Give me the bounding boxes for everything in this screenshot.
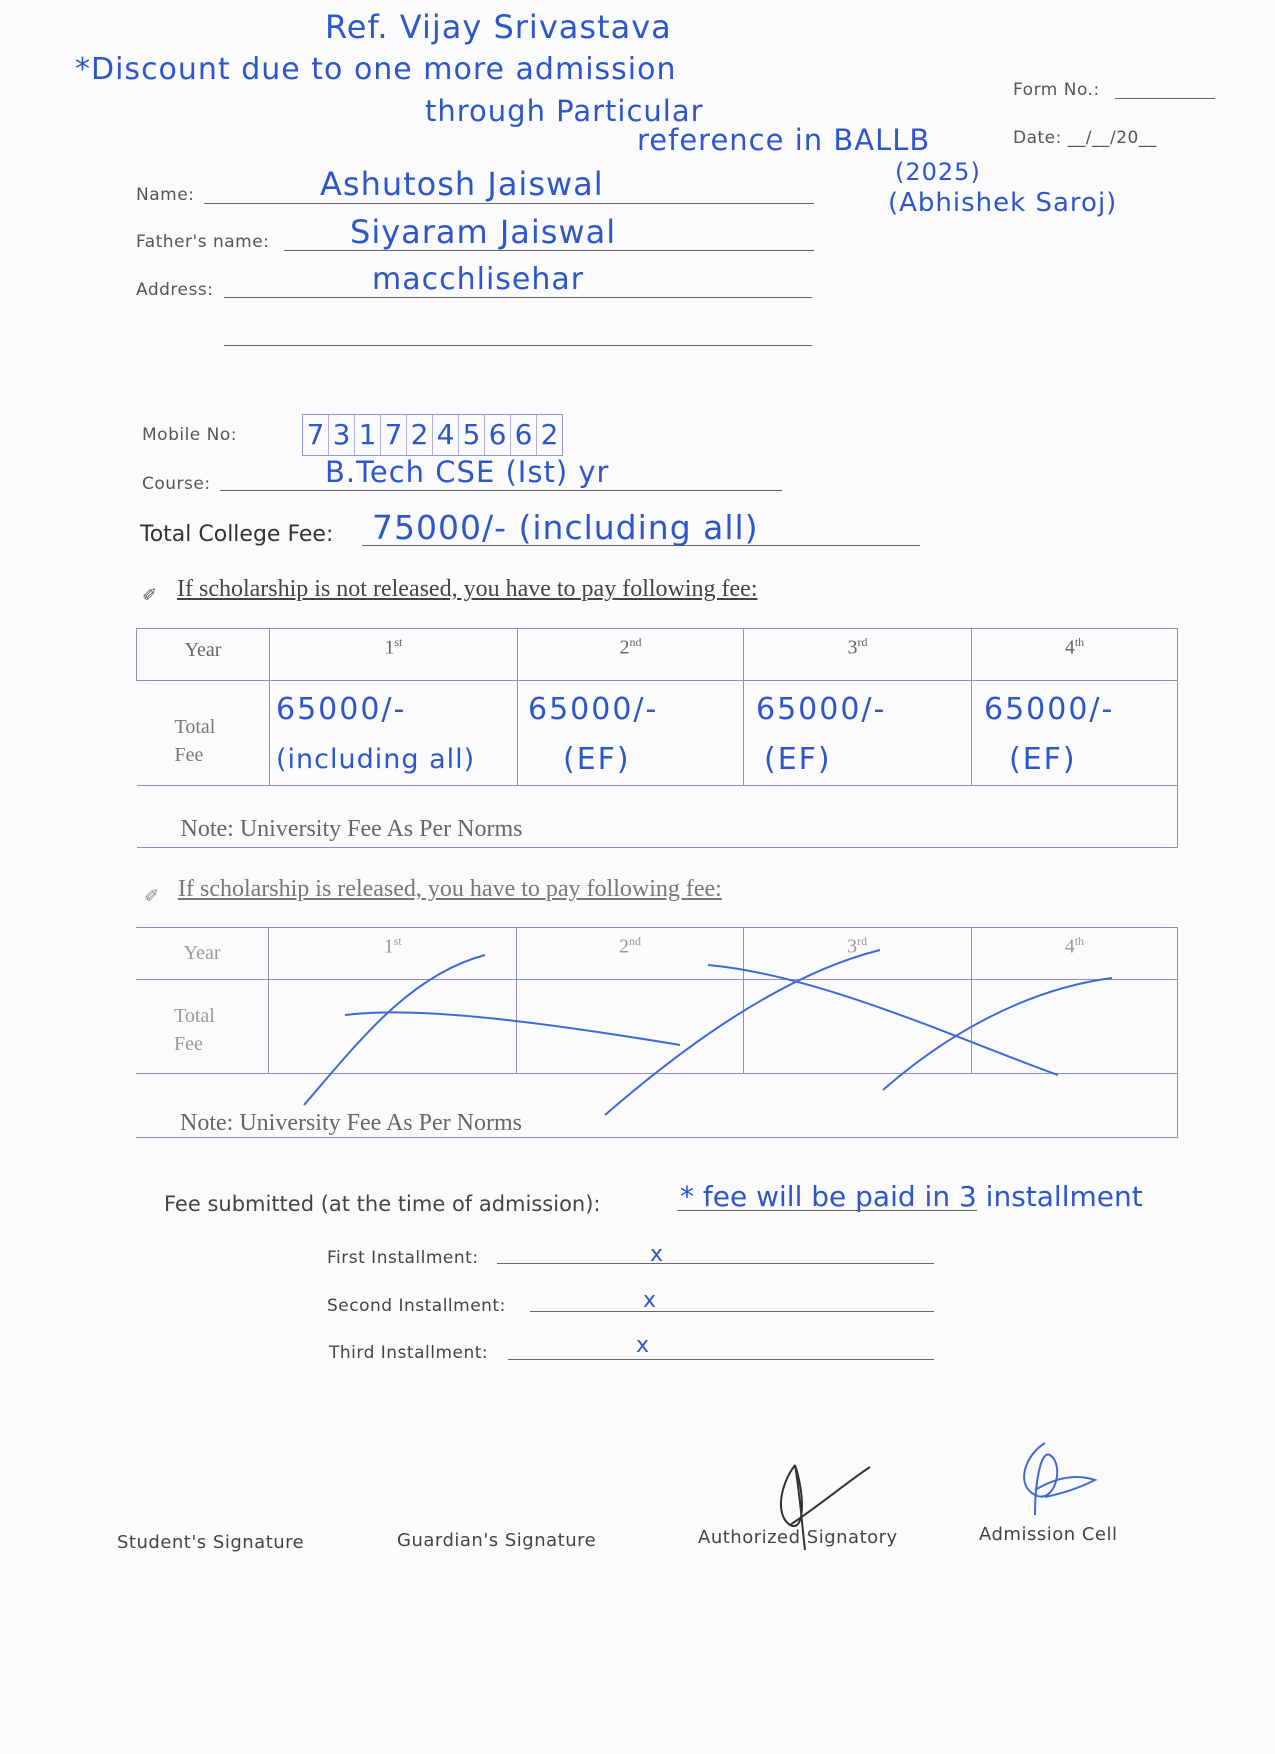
father-name-value: Siyaram Jaiswal: [350, 213, 617, 251]
total-label: Total: [174, 716, 216, 738]
course-value: B.Tech CSE (Ist) yr: [325, 455, 610, 489]
second-installment-mark: x: [643, 1288, 658, 1313]
strike-line: [708, 965, 1058, 1075]
fee-label: Fee: [174, 1033, 203, 1055]
mobile-digit: 7: [381, 415, 407, 455]
year-number: 1: [384, 636, 395, 659]
year-number: 2: [618, 935, 629, 958]
fee-submitted-line: [677, 1210, 977, 1211]
mobile-digit: 2: [407, 415, 433, 455]
address-label: Address:: [136, 280, 214, 300]
discount-note-line3: reference in BALLB: [637, 123, 931, 157]
strike-line: [345, 1012, 680, 1045]
date-label: Date: __/__/20__: [1013, 128, 1157, 148]
second-installment-label: Second Installment:: [327, 1296, 506, 1316]
father-name-label: Father's name:: [136, 232, 270, 252]
form-no-label: Form No.:: [1013, 80, 1100, 100]
total-label: Total: [174, 1005, 215, 1027]
first-installment-label: First Installment:: [327, 1248, 479, 1268]
second-installment-line: [530, 1311, 934, 1312]
first-installment-mark: x: [650, 1242, 665, 1267]
address-value: macchlisehar: [372, 262, 585, 297]
year-suffix: nd: [629, 635, 642, 649]
mobile-digit: 2: [540, 418, 559, 451]
section2-heading: If scholarship is released, you have to pay following fee:: [178, 876, 722, 902]
total-fee-value: 75000/- (including all): [372, 508, 759, 547]
mobile-digit: 1: [355, 415, 381, 455]
year-suffix: nd: [628, 934, 641, 948]
strike-line: [883, 978, 1112, 1090]
fee-amount: 65000/-: [528, 692, 659, 727]
fee-amount: 65000/-: [756, 692, 887, 727]
mobile-digit: 6: [485, 415, 511, 455]
reference-note: Ref. Vijay Srivastava: [325, 8, 672, 46]
year-number: 1: [383, 935, 394, 958]
fee-note: (EF): [1009, 742, 1077, 777]
authorized-signatory-label: Authorized Signatory: [698, 1527, 898, 1548]
discount-note-line2: through Particular: [425, 94, 704, 128]
referrer-note: (Abhishek Saroj): [888, 188, 1118, 218]
mobile-digit: 7: [303, 415, 329, 455]
mobile-digit: 5: [459, 415, 485, 455]
mobile-digit: 3: [329, 415, 355, 455]
year-number: 2: [619, 636, 630, 659]
fee-note: (EF): [563, 742, 631, 777]
strike-line: [304, 955, 485, 1105]
year-number: 4: [1064, 935, 1075, 958]
fee-submitted-label: Fee submitted (at the time of admission):: [164, 1192, 601, 1216]
fee-amount: 65000/-: [984, 692, 1115, 727]
year-note: (2025): [895, 158, 981, 186]
year-suffix: th: [1074, 635, 1085, 649]
year-number: 4: [1064, 636, 1075, 659]
section2-note: Note: University Fee As Per Norms: [180, 1110, 522, 1136]
section1-note: Note: University Fee As Per Norms: [180, 816, 523, 842]
section2-bullet-icon: ✐: [144, 886, 160, 906]
strike-line: [605, 950, 880, 1115]
fee-label: Fee: [174, 744, 204, 766]
guardian-signature-label: Guardian's Signature: [397, 1530, 597, 1551]
name-label: Name:: [136, 185, 195, 205]
year-suffix: rd: [857, 934, 868, 948]
mobile-digit: 6: [511, 415, 537, 455]
year-suffix: th: [1074, 934, 1085, 948]
discount-note-line1: *Discount due to one more admission: [75, 52, 677, 87]
section1-heading: If scholarship is not released, you have to pay following fee:: [177, 576, 758, 602]
student-signature-label: Student's Signature: [117, 1532, 305, 1553]
signature-stroke: [1024, 1443, 1095, 1515]
section1-bullet-icon: ✐: [142, 585, 158, 605]
admission-cell-label: Admission Cell: [979, 1524, 1118, 1545]
third-installment-label: Third Installment:: [329, 1343, 489, 1363]
year-number: 3: [847, 636, 858, 659]
total-fee-label: Total College Fee:: [140, 522, 334, 547]
year-suffix: st: [394, 635, 403, 649]
year-number: 3: [847, 935, 858, 958]
fee-note: (EF): [764, 742, 832, 777]
fee-note: (including all): [276, 744, 476, 775]
course-label: Course:: [142, 474, 211, 494]
admission-signature-scribble: [1005, 1435, 1115, 1535]
first-installment-line: [497, 1263, 934, 1264]
mobile-label: Mobile No:: [142, 425, 238, 445]
third-installment-mark: x: [636, 1333, 651, 1358]
year-header: Year: [183, 942, 221, 964]
year-header: Year: [184, 639, 222, 661]
year-suffix: rd: [857, 635, 868, 649]
fee-amount: 65000/-: [276, 692, 407, 727]
mobile-digit: 4: [433, 415, 459, 455]
third-installment-line: [508, 1359, 934, 1360]
year-suffix: st: [393, 934, 402, 948]
fee-submitted-value: * fee will be paid in 3 installment: [680, 1180, 1143, 1213]
name-value: Ashutosh Jaiswal: [320, 165, 604, 203]
